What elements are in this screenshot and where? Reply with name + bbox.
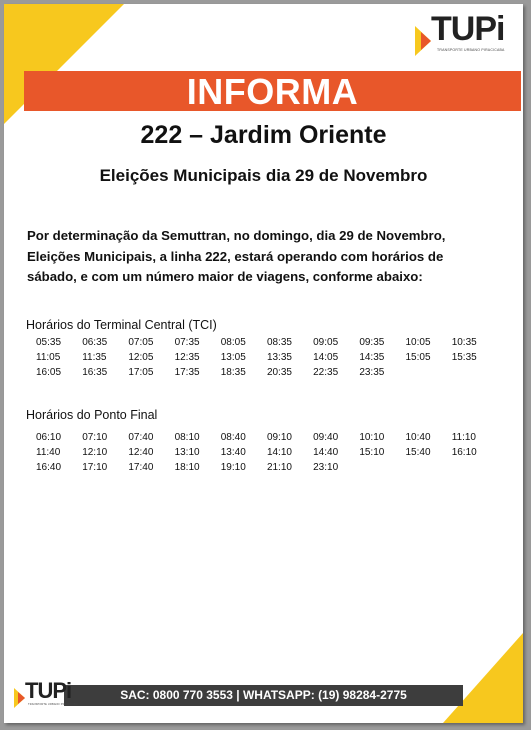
schedule-time: 10:10 — [359, 432, 385, 443]
schedule-time: 15:05 — [405, 352, 431, 363]
schedule-time: 11:35 — [82, 352, 107, 363]
schedule-time: 14:10 — [266, 447, 292, 458]
schedule-time: 11:10 — [451, 432, 476, 443]
yellow-corner-bottom-right — [443, 633, 523, 723]
footer-bar — [64, 685, 463, 706]
announcement-line: Eleições Municipais, a linha 222, estará operando com horários de — [27, 248, 444, 264]
schedule-grid-terminal — [36, 337, 496, 379]
schedule-time: 19:10 — [220, 462, 246, 473]
schedule-time: 16:10 — [451, 447, 477, 458]
logo-wordmark: TUPi — [431, 10, 505, 48]
schedule-time: 13:10 — [174, 447, 200, 458]
schedule-time: 05:35 — [36, 337, 62, 348]
schedule-time: 12:40 — [128, 447, 154, 458]
document-page — [4, 4, 523, 723]
schedule-title-terminal: Horários do Terminal Central (TCI) — [26, 318, 217, 332]
announcement-line: sábado, e com um número maior de viagens, conforme abaixo: — [27, 269, 423, 284]
logo-tagline: TRANSPORTE URBANO PIRACICABA — [28, 703, 78, 706]
schedule-time: 17:35 — [174, 367, 200, 378]
schedule-time: 07:40 — [128, 432, 154, 443]
schedule-time: 07:05 — [128, 337, 154, 348]
schedule-time: 15:10 — [359, 447, 385, 458]
schedule-time: 14:40 — [313, 447, 339, 458]
schedule-time: 12:05 — [128, 352, 154, 363]
schedule-time: 08:05 — [220, 337, 246, 348]
schedule-time: 22:35 — [313, 367, 339, 378]
schedule-time: 12:35 — [174, 352, 200, 363]
schedule-title-final: Horários do Ponto Final — [26, 408, 158, 422]
schedule-time: 21:10 — [266, 462, 292, 473]
page-title: 222 – Jardim Oriente — [140, 121, 387, 149]
schedule-time: 13:05 — [220, 352, 246, 363]
schedule-time: 15:40 — [405, 447, 431, 458]
schedule-time: 15:35 — [451, 352, 477, 363]
schedule-time: 17:40 — [128, 462, 154, 473]
schedule-time: 08:35 — [266, 337, 292, 348]
schedule-time: 23:10 — [313, 462, 339, 473]
schedule-time: 08:40 — [220, 432, 246, 443]
schedule-time: 11:40 — [36, 447, 61, 458]
announcement-line: Por determinação da Semuttran, no domingo, dia 29 de Novembro, — [27, 228, 446, 243]
schedule-time: 08:10 — [174, 432, 200, 443]
footer-contact: SAC: 0800 770 3553 | WHATSAPP: (19) 98284-2775 — [120, 688, 407, 702]
schedule-time: 14:35 — [359, 352, 385, 363]
schedule-time: 12:10 — [82, 447, 108, 458]
schedule-time: 20:35 — [266, 367, 292, 378]
schedule-time: 07:10 — [82, 432, 108, 443]
schedule-time: 17:05 — [128, 367, 154, 378]
schedule-time: 18:10 — [174, 462, 200, 473]
logo-tagline: TRANSPORTE URBANO PIRACICABA — [437, 48, 505, 52]
schedule-time: 10:05 — [405, 337, 431, 348]
schedule-time: 06:10 — [36, 432, 62, 443]
banner-text: INFORMA — [186, 71, 359, 112]
schedule-time: 13:40 — [220, 447, 246, 458]
schedule-time: 09:35 — [359, 337, 385, 348]
schedule-time: 10:40 — [405, 432, 431, 443]
tupi-logo-bottom — [14, 680, 78, 710]
schedule-time: 16:35 — [82, 367, 108, 378]
schedule-time: 18:35 — [220, 367, 246, 378]
schedule-time: 13:35 — [266, 352, 292, 363]
schedule-time: 07:35 — [174, 337, 200, 348]
schedule-time: 10:35 — [451, 337, 477, 348]
schedule-time: 09:40 — [313, 432, 339, 443]
schedule-grid-final — [36, 432, 496, 474]
tupi-logo-top — [415, 12, 511, 58]
schedule-time: 09:10 — [266, 432, 292, 443]
schedule-time: 16:05 — [36, 367, 62, 378]
informa-banner — [24, 71, 521, 111]
page-subtitle: Eleições Municipais dia 29 de Novembro — [99, 166, 428, 185]
announcement-text — [27, 226, 507, 288]
schedule-time: 16:40 — [36, 462, 62, 473]
schedule-time: 11:05 — [36, 352, 61, 363]
schedule-time: 14:05 — [313, 352, 339, 363]
schedule-time: 23:35 — [359, 367, 385, 378]
schedule-time: 09:05 — [313, 337, 339, 348]
schedule-time: 06:35 — [82, 337, 108, 348]
schedule-time: 17:10 — [82, 462, 108, 473]
logo-wordmark: TUPi — [25, 678, 72, 703]
